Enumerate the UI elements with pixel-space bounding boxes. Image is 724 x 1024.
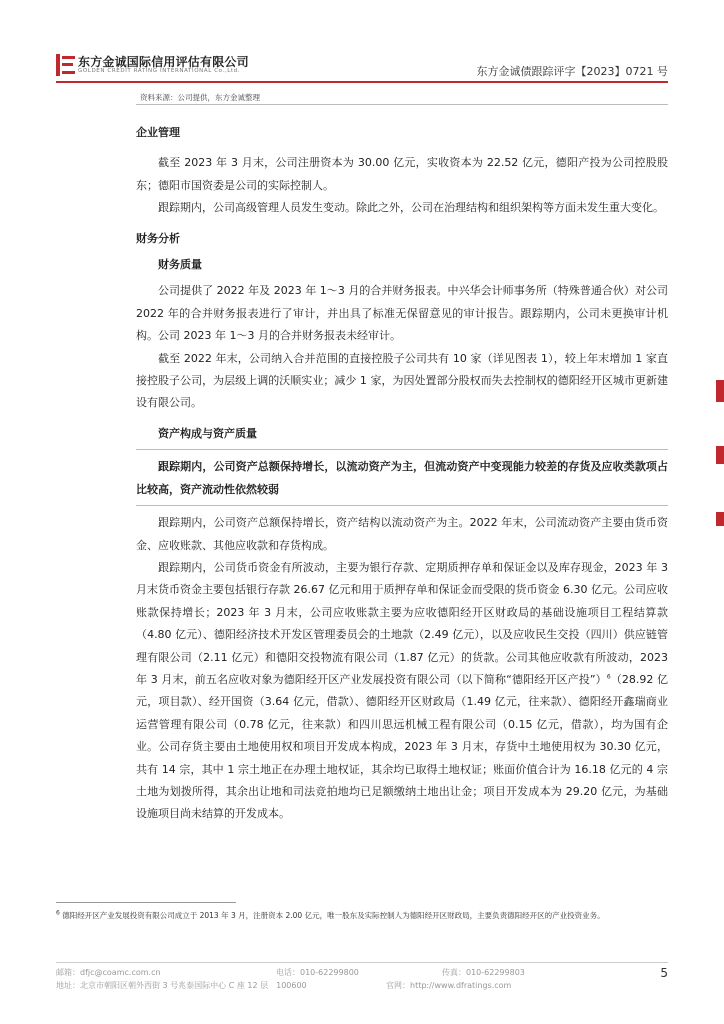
section-title-management: 企业管理 — [136, 126, 180, 139]
edge-decoration — [716, 512, 724, 526]
footnote-mark: 6 — [56, 909, 60, 917]
key-finding: 跟踪期内，公司资产总额保持增长，以流动资产为主，但流动资产中变现能力较差的存货及应收类款项占比较高，资产流动性依然较弱 — [136, 460, 668, 496]
footer-website[interactable]: 官网：http://www.dfratings.com — [386, 981, 512, 990]
source-note: 资料来源：公司提供，东方金诚整理 — [140, 93, 260, 102]
subsection-divider — [136, 449, 668, 450]
footnote-ref[interactable]: 6 — [606, 673, 611, 681]
company-name-en: GOLDEN CREDIT RATING INTERNATIONAL Co.,Ltd. — [78, 68, 241, 74]
source-divider — [136, 104, 668, 105]
paragraph: 跟踪期内，公司资产总额保持增长，资产结构以流动资产为主。2022 年末，公司流动资产主要由货币资金、应收账款、其他应收款和存货构成。 — [136, 516, 668, 552]
paragraph: 跟踪期内，公司高级管理人员发生变动。除此之外，公司在治理结构和组织架构等方面未发生重大变化。 — [158, 201, 664, 215]
edge-decoration — [716, 380, 724, 402]
paragraph — [136, 557, 668, 826]
footer-divider — [56, 962, 668, 963]
section-title-financial: 财务分析 — [136, 231, 180, 245]
company-logo-icon — [56, 54, 76, 76]
footnote — [56, 910, 668, 922]
subsection-divider — [136, 505, 668, 506]
page-header — [56, 52, 668, 78]
footnote-divider — [56, 902, 236, 903]
paragraph: 截至 2023 年 3 月末，公司注册资本为 30.00 亿元，实收资本为 22.52 亿元，德阳产投为公司控股股东；德阳市国资委是公司的实际控制人。 — [136, 156, 668, 192]
company-name-cn: 东方金诚国际信用评估有限公司 — [78, 55, 249, 69]
paragraph-text: 跟踪期内，公司货币资金有所波动，主要为银行存款、定期质押存单和保证金以及库存现金，2023 年 3 月末货币资金主要包括银行存款 26.67 亿元和用于质押存单和保证金而受限的货币资金 6.30 亿元。公司应收账款保持增长；2023 年 3 月末，公司应收账款主要为应收德阳经开区财政局的基础设施项目工程结算款（4.80 亿元）、德阳经济技术开发区管理委员会的土地款（2.49 亿元），以及应收民生交投（四川）供应链管理有限公司（2.11 亿元）和德阳交投物流有限公司（1.87 亿元）的货款。公司其他应收款有所波动，2023 年 3 月末，前五名应收对象为德阳经开区产业发展投资有限公司（以下简称“德阳经开区产投”） — [136, 560, 668, 686]
paragraph-text: （28.92 亿元，项目款）、经开国资（3.64 亿元，借款）、德阳经开区财政局（1.49 亿元，往来款）、德阳经开鑫瑞商业运营管理有限公司（0.78 亿元，往来款）和四川思远机械工程有限公司（0.15 亿元，借款），均为国有企业。公司存货主要由土地使用权和项目开发成本构成，2023 年 3 月末，存货中土地使用权为 30.30 亿元，共有 14 宗，其中 1 宗土地正在办理土地权证，其余均已取得土地权证；账面价值合计为 16.18 亿元的 4 宗土地为划拨所得，其余出让地和司法竞拍地均已足额缴纳土地出让金；项目开发成本为 29.20 亿元，为基础设施项目尚未结算的开发成本。 — [136, 672, 668, 821]
paragraph: 截至 2022 年末，公司纳入合并范围的直接控股子公司共有 10 家（详见图表 1），较上年末增加 1 家直接控股子公司，为层级上调的沃顺实业；减少 1 家，为因处置部分股权而失去控制权的德阳经开区城市更新建设有限公司。 — [136, 351, 668, 410]
subsection-title-assets: 资产构成与资产质量 — [158, 426, 257, 440]
report-number: 东方金诚债跟踪评字【2023】0721 号 — [476, 65, 668, 78]
footer-email[interactable]: 邮箱：dfjc@coamc.com.cn — [56, 968, 161, 977]
page-number: 5 — [660, 966, 668, 980]
footnote-text: 德阳经开区产业发展投资有限公司成立于 2013 年 3 月，注册资本 2.00 亿元，唯一股东及实际控制人为德阳经开区财政局，主要负责德阳经开区的产业投资业务。 — [62, 911, 605, 920]
main-content — [136, 122, 668, 826]
subsection-title-quality: 财务质量 — [158, 258, 202, 272]
header-divider — [56, 81, 668, 83]
edge-decoration — [716, 446, 724, 464]
footer-address: 地址：北京市朝阳区朝外西街 3 号兆泰国际中心 C 座 12 层 100600 — [56, 981, 307, 990]
footer-phone: 电话：010-62299800 — [276, 968, 359, 977]
footer-fax: 传真：010-62299803 — [442, 968, 525, 977]
paragraph: 公司提供了 2022 年及 2023 年 1～3 月的合并财务报表。中兴华会计师事务所（特殊普通合伙）对公司 2022 年的合并财务报表进行了审计，并出具了标准无保留意见的审计报告。跟踪期内，公司未更换审计机构。公司 2023 年 1～3 月的合并财务报表未经审计。 — [136, 284, 668, 343]
